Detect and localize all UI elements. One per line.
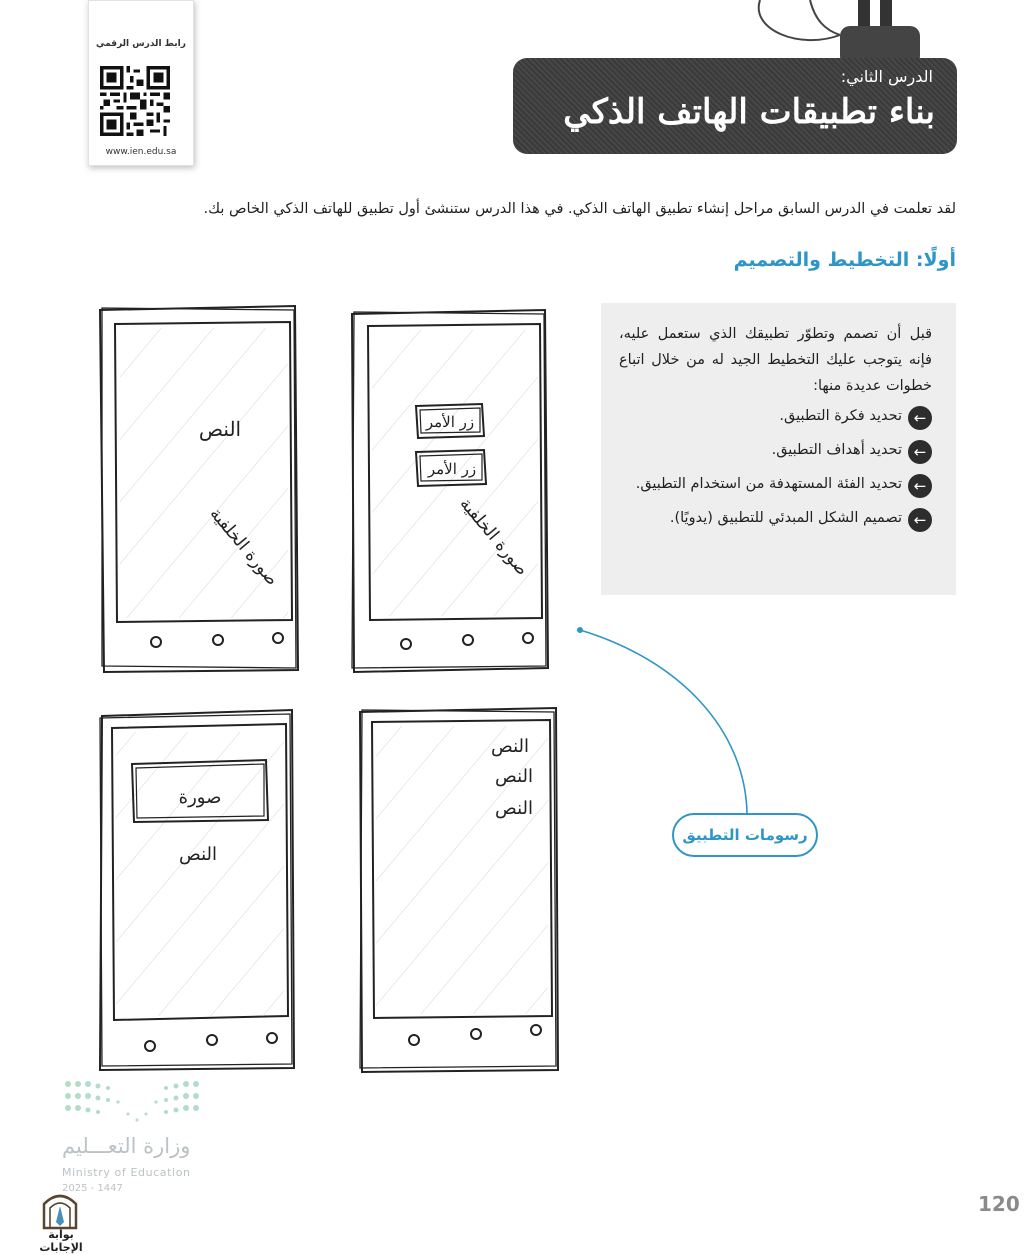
phone1-text: النص (198, 417, 242, 441)
phone2-button1: زر الأمر (425, 413, 475, 431)
phone4-text-2: النص (495, 766, 533, 787)
section-title: أولًا: التخطيط والتصميم (733, 249, 956, 271)
info-text: قبل أن تصمم وتطوّر تطبيقك الذي ستعمل عليه، فإنه يتوجب عليك التخطيط الجيد له من خلال اتباع خطوات عديدة منها: (619, 326, 932, 394)
phone-sketch-3 (100, 710, 294, 1070)
info-box (601, 303, 956, 595)
phone3-image-label: صورة (178, 787, 222, 808)
lesson-banner (513, 58, 957, 154)
phone-sketch-1 (100, 306, 298, 672)
arrow-left-icon: ← (908, 440, 932, 464)
phone4-text-1: النص (491, 736, 529, 757)
lesson-title: بناء تطبيقات الهاتف الذكي (563, 92, 935, 132)
app-sketches (80, 300, 600, 1080)
page-number: 120 (978, 1192, 1020, 1216)
list-item: ← تحديد فكرة التطبيق. (619, 403, 932, 429)
arrow-left-icon: ← (908, 508, 932, 532)
intro-paragraph: لقد تعلمت في الدرس السابق مراحل إنشاء تطبيق الهاتف الذكي. في هذا الدرس ستنشئ أول تطبيق للهاتف الذكي الخاص بك. (203, 201, 956, 217)
phone-sketch-4 (360, 708, 558, 1072)
arrow-left-icon: ← (908, 406, 932, 430)
phone-sketch-2 (352, 310, 548, 672)
arrow-left-icon: ← (908, 474, 932, 498)
ministry-name-ar: وزارة التعـــليم (62, 1134, 191, 1158)
phone1-bg-label: صورة الخلفية (205, 503, 283, 590)
lesson-label: الدرس الثاني: (840, 67, 933, 86)
phone2-button2: زر الأمر (427, 460, 477, 478)
list-item: ← تحديد أهداف التطبيق. (619, 437, 932, 463)
phone2-bg-label: صورة الخلفية (455, 493, 533, 580)
qr-card[interactable] (88, 0, 194, 166)
watermark-label: بوابة الإجابات (39, 1228, 83, 1254)
list-item: ← تصميم الشكل المبدئي للتطبيق (يدويًا). (619, 505, 932, 531)
ministry-name-en: Ministry of Education (62, 1166, 191, 1179)
steps-list (619, 403, 932, 531)
qr-code-icon[interactable] (100, 61, 170, 141)
qr-url[interactable]: www.ien.edu.sa (105, 147, 177, 157)
phone4-text-3: النص (495, 798, 533, 819)
callout-connector (570, 620, 770, 820)
callout-label: رسومات التطبيق (672, 813, 818, 857)
phone3-text: النص (179, 844, 217, 865)
ministry-year: 2025 - 1447 (62, 1183, 123, 1194)
list-item: ← تحديد الفئة المستهدفة من استخدام التطبيق. (619, 471, 932, 497)
ministry-logo-icon (62, 1078, 202, 1128)
qr-label: رابط الدرس الرقمي (96, 39, 186, 49)
